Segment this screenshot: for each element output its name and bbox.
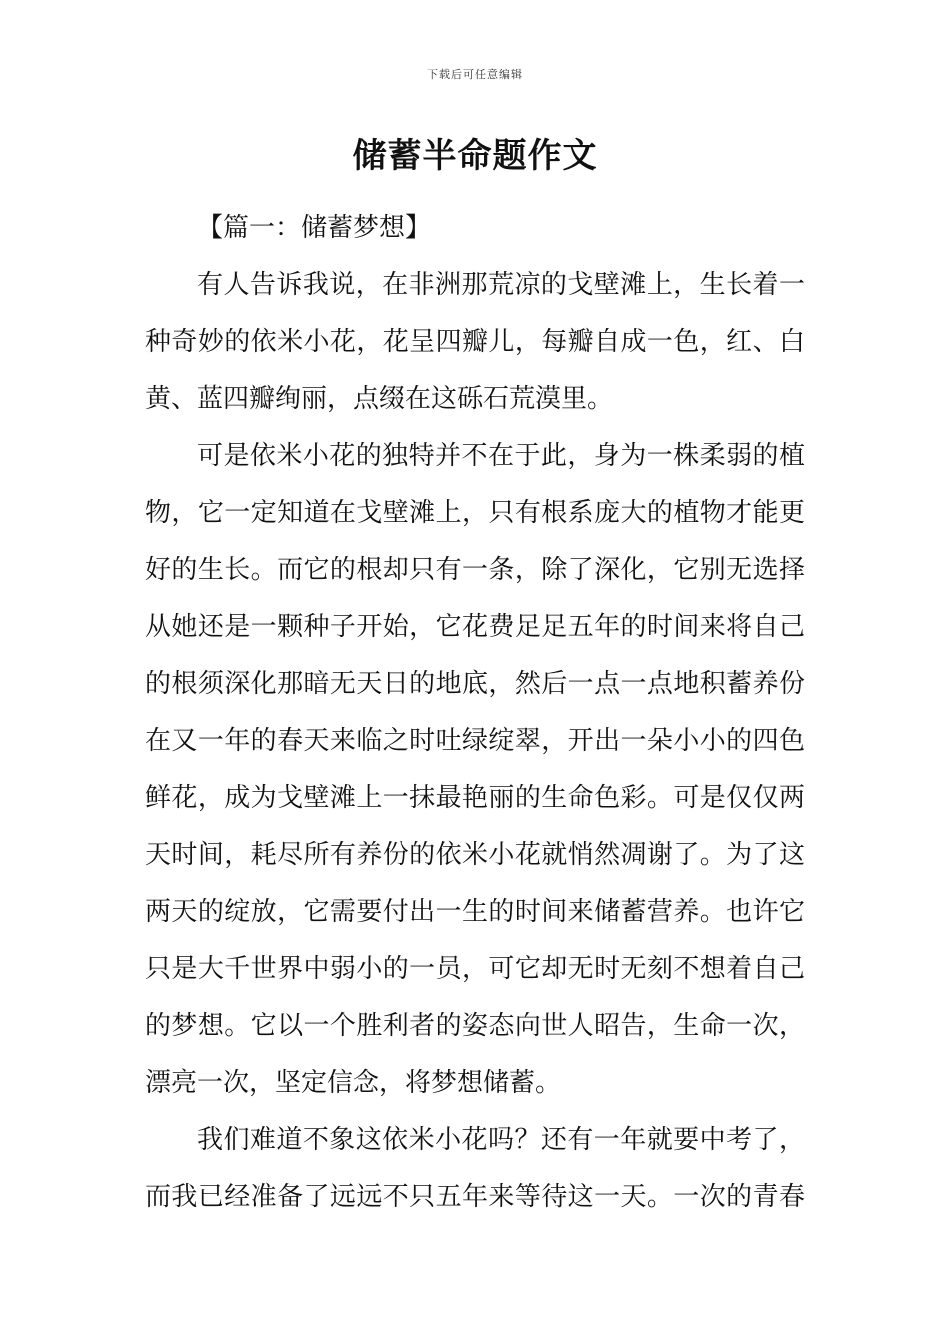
header-note: 下载后可任意编辑: [427, 68, 523, 81]
paragraph-2-line-1: 可是依米小花的独特并不在于此，身为一株柔弱的植: [197, 441, 805, 471]
paragraph-1-line-2: 种奇妙的依米小花，花呈四瓣儿，每瓣自成一色，红、白: [145, 327, 805, 357]
paragraph-2-line-4: 从她还是一颗种子开始，它花费足足五年的时间来将自己: [145, 612, 805, 642]
essay-body: [145, 200, 805, 1226]
section-heading: 【篇一：储蓄梦想】: [197, 213, 432, 243]
paragraph-2-line-10: 只是大千世界中弱小的一员，可它却无时无刻不想着自己: [145, 954, 805, 984]
paragraph-1-line-1: 有人告诉我说，在非洲那荒凉的戈壁滩上，生长着一: [197, 270, 805, 300]
page-title: 储蓄半命题作文: [352, 136, 598, 176]
paragraph-2-line-2: 物，它一定知道在戈壁滩上，只有根系庞大的植物才能更: [145, 498, 805, 528]
paragraph-2-line-6: 在又一年的春天来临之时吐绿绽翠，开出一朵小小的四色: [145, 726, 805, 756]
paragraph-2-line-5: 的根须深化那暗无天日的地底，然后一点一点地积蓄养份: [145, 669, 805, 699]
paragraph-3-line-1: 我们难道不象这依米小花吗？还有一年就要中考了，: [197, 1125, 805, 1155]
paragraph-2-line-3: 好的生长。而它的根却只有一条，除了深化，它别无选择: [145, 555, 805, 585]
paragraph-2-line-11: 的梦想。它以一个胜利者的姿态向世人昭告，生命一次，: [145, 1011, 805, 1041]
paragraph-2-line-7: 鲜花，成为戈壁滩上一抹最艳丽的生命色彩。可是仅仅两: [145, 783, 805, 813]
paragraph-2-line-12: 漂亮一次，坚定信念，将梦想储蓄。: [145, 1068, 562, 1098]
paragraph-1-line-3: 黄、蓝四瓣绚丽，点缀在这砾石荒漠里。: [145, 384, 614, 414]
paragraph-2-line-8: 天时间，耗尽所有养份的依米小花就悄然凋谢了。为了这: [145, 840, 805, 870]
paragraph-3-line-2: 而我已经准备了远远不只五年来等待这一天。一次的青春: [145, 1182, 805, 1212]
paragraph-2-line-9: 两天的绽放，它需要付出一生的时间来储蓄营养。也许它: [145, 897, 805, 927]
